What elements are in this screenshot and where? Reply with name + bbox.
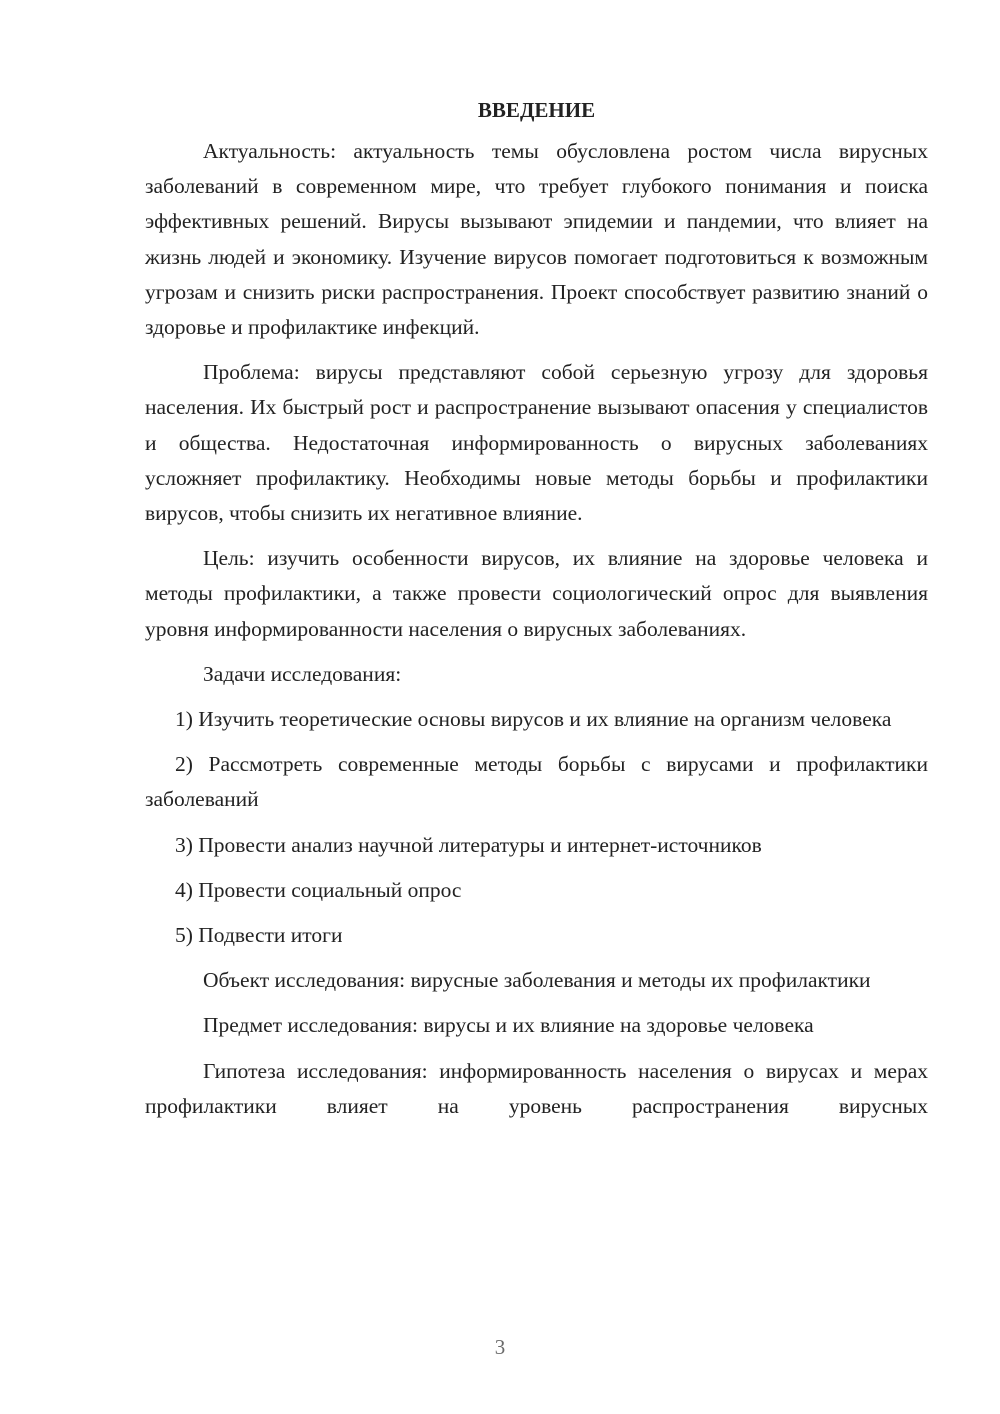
object-paragraph: Объект исследования: вирусные заболевания и методы их профилактики <box>203 968 871 993</box>
tasks-heading: Задачи исследования: <box>203 661 402 686</box>
task-item-4: 4) Провести социальный опрос <box>175 877 462 902</box>
document-page <box>145 96 928 1124</box>
task-item-5: 5) Подвести итоги <box>175 923 343 948</box>
goal-paragraph: Цель: изучить особенности вирусов, их влияние на здоровье человека и методы профилактики, а также провести социологический опрос для выявления уровня информированности населения о вирусных заболеваниях. <box>145 546 928 641</box>
problem-paragraph: Проблема: вирусы представляют собой серьезную угрозу для здоровья населения. Их быстрый рост и распространение вызывают опасения у специалистов и общества. Недостаточная информированность о вирусных заболеваниях усложняет профилактику. Необходимы новые методы борьбы и профилактики вирусов, чтобы снизить их негативное влияние. <box>145 360 928 526</box>
task-item-2: 2) Рассмотреть современные методы борьбы с вирусами и профилактики заболеваний <box>145 752 928 812</box>
task-item-1: 1) Изучить теоретические основы вирусов и их влияние на организм человека <box>175 707 892 732</box>
section-title: ВВЕДЕНИЕ <box>477 98 596 122</box>
page-number: 3 <box>494 1335 506 1359</box>
relevance-paragraph: Актуальность: актуальность темы обусловлена ростом числа вирусных заболеваний в современном мире, что требует глубокого понимания и поиска эффективных решений. Вирусы вызывают эпидемии и пандемии, что влияет на жизнь людей и экономику. Изучение вирусов помогает подготовиться к возможным угрозам и снизить риски распространения. Проект способствует развитию знаний о здоровье и профилактике инфекций. <box>145 139 928 340</box>
task-item-3: 3) Провести анализ научной литературы и интернет-источников <box>175 832 762 857</box>
subject-paragraph: Предмет исследования: вирусы и их влияние на здоровье человека <box>203 1013 814 1038</box>
hypothesis-paragraph: Гипотеза исследования: информированность населения о вирусах и мерах профилактики влияет на уровень распространения вирусных <box>145 1058 928 1118</box>
